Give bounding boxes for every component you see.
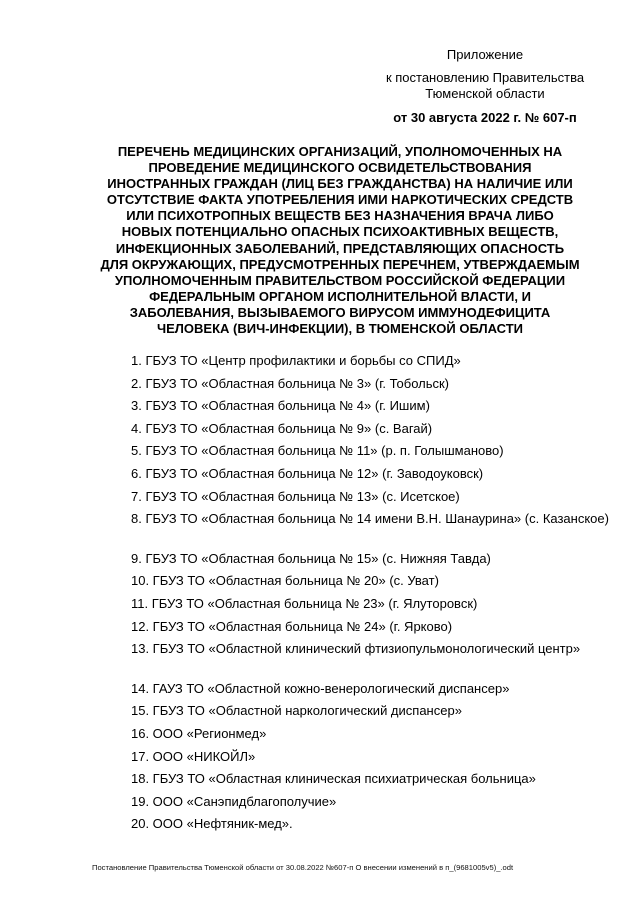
appendix-decree [350,70,620,86]
list-item-text: 10. ГБУЗ ТО «Областная больница № 20» (с. Уват) [131,573,439,589]
document-title-line: ДЛЯ ОКРУЖАЮЩИХ, ПРЕДУСМОТРЕННЫХ ПЕРЕЧНЕМ, УТВЕРЖДАЕМЫМ [100,256,580,272]
list-item-text: 20. ООО «Нефтяник-мед». [131,816,293,832]
list-item-text: 11. ГБУЗ ТО «Областная больница № 23» (г. Ялуторовск) [131,596,478,611]
document-title-line: ОТСУТСТВИЕ ФАКТА УПОТРЕБЛЕНИЯ ИМИ НАРКОТИЧЕСКИХ СРЕДСТВ [106,192,574,208]
list-item-text: 18. ГБУЗ ТО «Областная клиническая психиатрическая больница» [131,771,536,787]
list-item-text: 16. ООО «Регионмед» [131,726,267,741]
list-item-text: 15. ГБУЗ ТО «Областной наркологический диспансер» [131,703,462,719]
document-footer: Постановление Правительства Тюменской области от 30.08.2022 №607-п О внесении изменений в п_(9681005v5)_.odt [92,863,514,872]
document-title-line: ИЛИ ПСИХОТРОПНЫХ ВЕЩЕСТВ БЕЗ НАЗНАЧЕНИЯ ВРАЧА ЛИБО [126,208,554,224]
document-title-line: ЧЕЛОВЕКА (ВИЧ-ИНФЕКЦИИ), В ТЮМЕНСКОЙ ОБЛАСТИ [156,321,524,337]
document-title-line: ПРОВЕДЕНИЕ МЕДИЦИНСКОГО ОСВИДЕТЕЛЬСТВОВАНИЯ [148,160,532,176]
document-title-line: ИНФЕКЦИОННЫХ ЗАБОЛЕВАНИЙ, ПРЕДСТАВЛЯЮЩИХ ОПАСНОСТЬ [115,240,565,256]
appendix-decree-line-2: Тюменской области [425,86,545,101]
document-title-line: УПОЛНОМОЧЕННЫМ ПРАВИТЕЛЬСТВОМ РОССИЙСКОЙ ФЕДЕРАЦИИ [114,272,566,288]
appendix-heading [350,47,620,63]
appendix-title: Приложение [446,47,524,62]
list-item-text: 17. ООО «НИКОЙЛ» [131,748,256,764]
list-item-text: 6. ГБУЗ ТО «Областная больница № 12» (г. Заводоуковск) [131,466,484,481]
appendix-region [350,86,620,102]
list-item-text: 19. ООО «Санэпидблагополучие» [131,793,337,809]
document-title-line: НОВЫХ ПОТЕНЦИАЛЬНО ОПАСНЫХ ПСИХОАКТИВНЫХ ВЕЩЕСТВ, [121,224,559,240]
appendix-decree-line-1: к постановлению Правительства [385,70,585,85]
list-item-text: 5. ГБУЗ ТО «Областная больница № 11» (р. п. Голышманово) [131,443,504,459]
document-title-line: ИНОСТРАННЫХ ГРАЖДАН (ЛИЦ БЕЗ ГРАЖДАНСТВА) НА НАЛИЧИЕ ИЛИ [107,176,573,192]
document-title [80,144,600,337]
list-item-text: 13. ГБУЗ ТО «Областной клинический фтизиопульмонологический центр» [131,641,581,657]
document-title-line: ЗАБОЛЕВАНИЯ, ВЫЗЫВАЕМОГО ВИРУСОМ ИММУНОДЕФИЦИТА [129,304,551,320]
list-item-text: 3. ГБУЗ ТО «Областная больница № 4» (г. Ишим) [131,398,430,414]
list-item-text: 1. ГБУЗ ТО «Центр профилактики и борьбы со СПИД» [131,353,461,368]
list-item-text: 4. ГБУЗ ТО «Областная больница № 9» (с. Вагай) [131,420,433,436]
list-item-text: 14. ГАУЗ ТО «Областной кожно-венерологический диспансер» [131,680,510,696]
list-item-text: 8. ГБУЗ ТО «Областная больница № 14 имени В.Н. Шанаурина» (с. Казанское) [131,511,609,527]
appendix-date [350,110,620,126]
list-item-text: 7. ГБУЗ ТО «Областная больница № 13» (с. Исетское) [131,488,460,504]
list-item-text: 9. ГБУЗ ТО «Областная больница № 15» (с. Нижняя Тавда) [131,550,491,566]
list-item-text: 2. ГБУЗ ТО «Областная больница № 3» (г. Тобольск) [131,375,450,391]
appendix-date-line: от 30 августа 2022 г. № 607-п [393,110,577,125]
list-item-text: 12. ГБУЗ ТО «Областная больница № 24» (г. Ярково) [131,618,453,634]
document-title-line: ФЕДЕРАЛЬНЫМ ОРГАНОМ ИСПОЛНИТЕЛЬНОЙ ВЛАСТИ, И [149,288,531,304]
document-title-line: ПЕРЕЧЕНЬ МЕДИЦИНСКИХ ОРГАНИЗАЦИЙ, УПОЛНОМОЧЕННЫХ НА [117,144,563,159]
